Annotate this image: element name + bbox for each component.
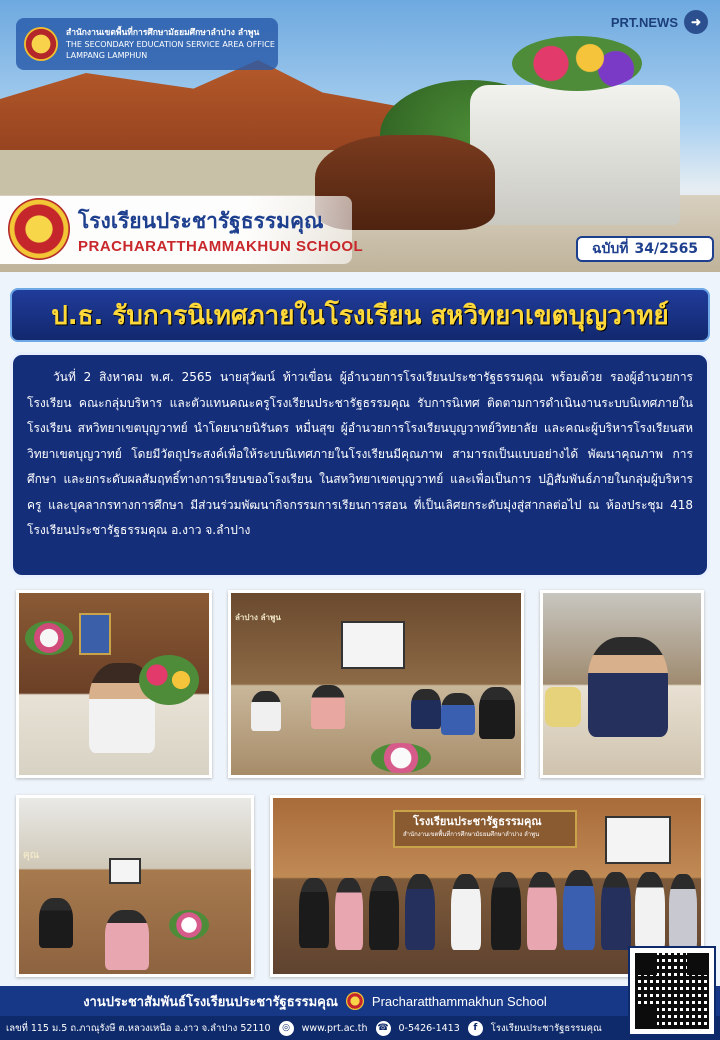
photo-5-person-6	[491, 872, 521, 950]
issue-label: ฉบับที่	[591, 241, 629, 257]
photo-5-person-7	[527, 872, 557, 950]
photo-4-flowers	[169, 910, 209, 940]
photo-5-person-1	[299, 878, 329, 948]
photo-1-flowers	[139, 655, 199, 705]
photo-5-person-2	[335, 878, 363, 950]
flower-decoration	[512, 36, 642, 91]
footer-phone[interactable]: 0-5426-1413	[398, 1022, 460, 1034]
photo-5-projector-screen	[605, 816, 671, 864]
photo-2-attendee-5	[479, 687, 515, 739]
office-name-en-1: THE SECONDARY EDUCATION SERVICE AREA OFFICE	[66, 39, 275, 49]
photo-5-sign-sub: สำนักงานเขตพื้นที่การศึกษามัธยมศึกษาลำปาง ลำพูน	[403, 831, 540, 838]
footer-pr-label-en: Pracharatthammakhun School	[371, 993, 547, 1009]
photo-5-person-4	[405, 874, 435, 950]
footer-seal-icon	[346, 992, 364, 1010]
photo-5-person-9	[601, 872, 631, 950]
photo-2-attendee-2	[311, 685, 345, 729]
photo-1-portrait-frame	[79, 613, 111, 655]
issue-number: 34/2565	[634, 241, 699, 257]
issue-badge	[576, 236, 714, 262]
qr-code-pattern	[635, 953, 709, 1029]
footer-pr-label: งานประชาสัมพันธ์โรงเรียนประชารัฐธรรมคุณ	[83, 994, 338, 1010]
prt-news-label: PRT.NEWS	[610, 14, 678, 30]
footer-contact-bar	[0, 1016, 720, 1040]
photo-2-projector-screen	[341, 621, 405, 669]
photo-4-sign: คุณ	[23, 850, 39, 861]
photo-1-flowers-left	[25, 621, 73, 655]
photo-meeting-room	[228, 590, 524, 778]
prt-news-logo	[611, 10, 708, 34]
school-name-th: โรงเรียนประชารัฐธรรมคุณ	[78, 209, 324, 233]
photo-5-person-11	[669, 874, 697, 950]
photo-5-person-5	[451, 874, 481, 950]
photo-conference-table	[16, 795, 254, 977]
footer-pr-bar	[0, 986, 720, 1016]
office-badge	[16, 18, 278, 70]
photo-2-attendee-1	[251, 691, 281, 731]
photo-5-sign-title: โรงเรียนประชารัฐธรรมคุณ	[413, 815, 542, 828]
photo-4-attendee-1	[39, 898, 73, 948]
photo-3-director	[588, 637, 668, 737]
article-body-box	[10, 352, 710, 578]
prt-news-icon: ➜	[684, 10, 708, 34]
globe-icon: ◎	[279, 1021, 294, 1036]
horse-carriage-illustration	[470, 85, 680, 225]
photo-2-table-flowers	[371, 743, 431, 773]
article-body-text: วันที่ 2 สิงหาคม พ.ศ. 2565 นายสุวัฒน์ ท้าวเขื่อน ผู้อำนวยการโรงเรียนประชารัฐธรรมคุณ พร้อมด้วย รองผู้อำนวยการโรงเรียน คณะกลุ่มบริหาร และตัวแทนคณะครูโรงเรียนประชารัฐธรรมคุณ รับการนิเทศ ติดตามการดำเนินงานระบบนิเทศภายในโรงเรียน สหวิทยาเขตบุญวาทย์ นำโดยนายนิรันดร หมื่นสุข ผู้อำนวยการโรงเรียนบุญวาทย์วิทยาลัย และคณะผู้บริหารโรงเรียนสหวิทยาเขตบุญวาทย์ โดยมีวัตถุประสงค์เพื่อให้ระบบนิเทศภายในโรงเรียนมีคุณภาพ สามารถเป็นแบบอย่างได้ พัฒนาคุณภาพ การศึกษา และยกระดับผลสัมฤทธิ์ทางการเรียนของโรงเรียน ในสหวิทยาเขตบุญวาทย์ และเพื่อเป็นการ ปฏิสัมพันธ์ภายในกลุ่มผู้บริหาร ครู และบุคลากรทางการศึกษา มีส่วนร่วมพัฒนากิจกรรมการเรียนการสอน ที่เป็นเลิศยกระดับมุ่งสู่สากลต่อไป ณ ห้องประชุม 418 โรงเรียนประชารัฐธรรมคุณ อ.งาว จ.ลำปาง	[27, 370, 693, 537]
photo-2-sign: ลำปาง ลำพูน	[235, 613, 281, 622]
office-seal-icon	[24, 27, 58, 61]
office-name-en-2: LAMPANG LAMPHUN	[66, 50, 148, 60]
footer-website-link[interactable]: www.prt.ac.th	[301, 1022, 368, 1034]
qr-code[interactable]	[628, 946, 716, 1036]
photo-3-chair	[545, 687, 581, 727]
photo-4-screen	[109, 858, 141, 884]
phone-icon: ☎	[376, 1021, 391, 1036]
photo-5-person-8	[563, 870, 595, 950]
photo-5-person-3	[369, 876, 399, 950]
photo-2-attendee-4	[441, 693, 475, 735]
footer-address: เลขที่ 115 ม.5 ถ.ภาณุรังษี ต.หลวงเหนือ อ.งาว จ.ลำปาง 52110	[6, 1022, 271, 1034]
photo-speaker	[16, 590, 212, 778]
facebook-icon: f	[468, 1021, 483, 1036]
headline-title: ป.ธ. รับการนิเทศภายในโรงเรียน สหวิทยาเขตบุญวาทย์	[51, 300, 669, 331]
office-text	[66, 28, 275, 61]
headline-bar	[10, 288, 710, 342]
photo-4-attendee-2	[105, 910, 149, 970]
office-name-th: สำนักงานเขตพื้นที่การศึกษามัธยมศึกษาลำปาง ลำพูน	[66, 27, 260, 38]
footer-facebook-link[interactable]: โรงเรียนประชารัฐธรรมคุณ	[490, 1022, 602, 1034]
photo-2-attendee-3	[411, 689, 441, 729]
school-seal-icon	[8, 198, 70, 260]
school-name-en: PRACHARATTHAMMAKHUN SCHOOL	[78, 238, 364, 255]
photo-5-person-10	[635, 872, 665, 950]
photo-director	[540, 590, 704, 778]
